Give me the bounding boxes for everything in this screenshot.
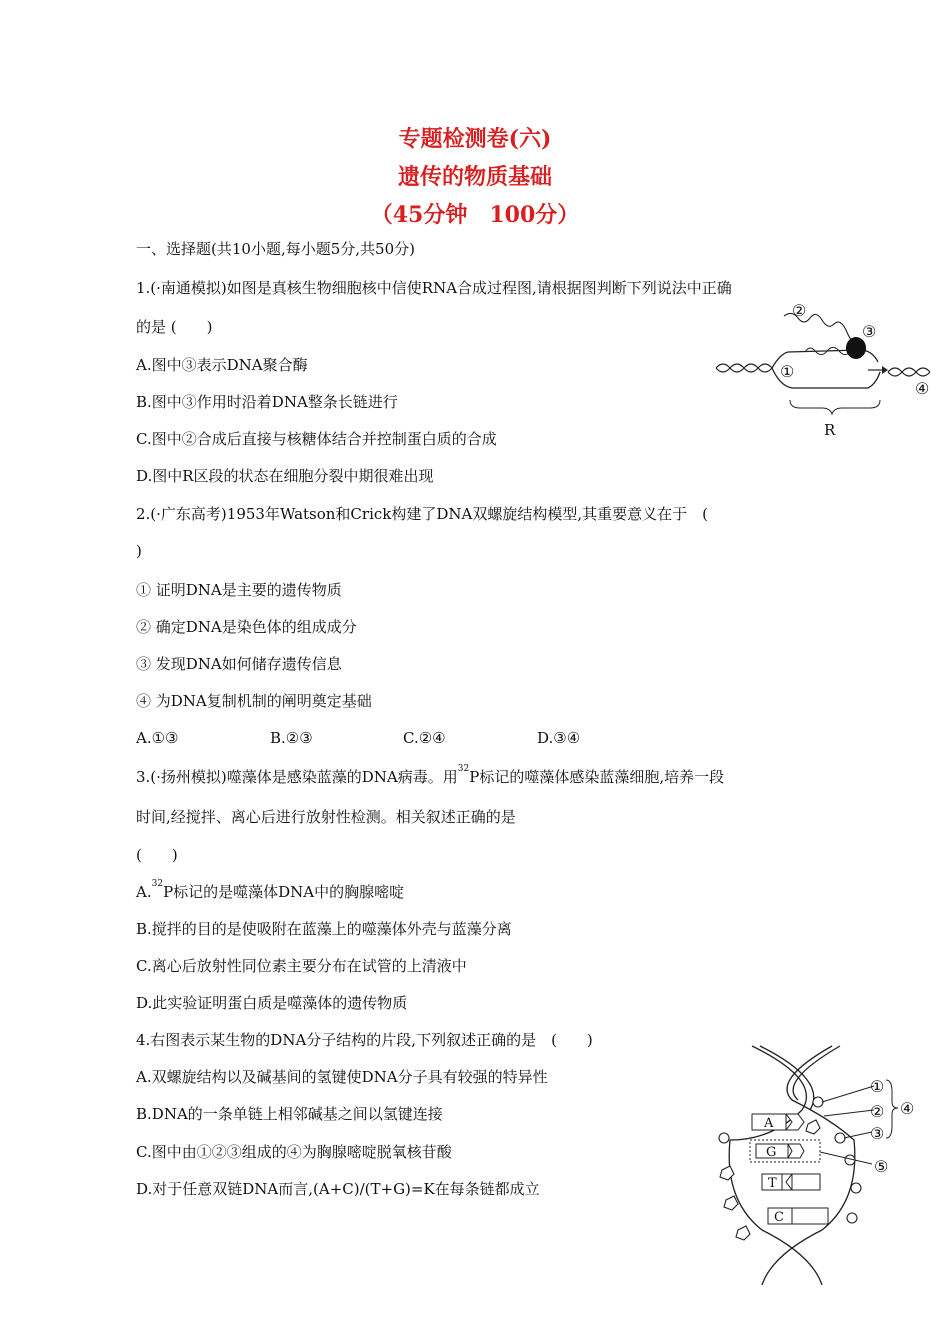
q1-stem-line1: 1.(·南通模拟)如图是真核生物细胞核中信使RNA合成过程图,请根据图判断下列说法中正确 <box>136 279 732 297</box>
exam-meta: （45分钟 100分） <box>370 202 580 228</box>
q2-option-d: D.③④ <box>537 729 581 747</box>
svg-text:G: G <box>766 1145 777 1160</box>
superscript-32: 32 <box>151 879 164 889</box>
q3-option-a: A.$^{32}$P标记的是噬藻体DNA中的胸腺嘧啶 <box>136 879 405 901</box>
q4-option-b: B.DNA的一条单链上相邻碱基之间以氢键连接 <box>136 1105 443 1123</box>
dna-structure-diagram <box>712 1040 932 1290</box>
q2-stem-line1: 2.(·广东高考)1953年Watson和Crick构建了DNA双螺旋结构模型,其重要意义在于 ( <box>136 505 708 523</box>
q2-statement-4: ④ 为DNA复制机制的阐明奠定基础 <box>136 692 372 710</box>
q2-statement-3: ③ 发现DNA如何储存遗传信息 <box>136 655 342 673</box>
section-heading: 一、选择题(共10小题,每小题5分,共50分) <box>136 240 415 258</box>
label-2: ② <box>792 301 807 320</box>
q4-stem: 4.右图表示某生物的DNA分子结构的片段,下列叙述正确的是 ( ) <box>136 1031 593 1049</box>
label-2: ② <box>870 1102 885 1121</box>
q4-option-d: D.对于任意双链DNA而言,(A+C)/(T+G)=K在每条链都成立 <box>136 1180 540 1198</box>
q3-stem-line2: 时间,经搅拌、离心后进行放射性检测。相关叙述正确的是 <box>136 808 516 826</box>
label-5: ⑤ <box>874 1157 889 1176</box>
q3-option-b: B.搅拌的目的是使吸附在蓝藻上的噬藻体外壳与蓝藻分离 <box>136 920 512 938</box>
transcription-diagram <box>710 296 940 446</box>
base-pair-a <box>752 1114 804 1130</box>
region-bracket <box>790 400 880 414</box>
label-1: ① <box>780 362 795 381</box>
q3-stem-line1: 3.(·扬州模拟)噬藻体是感染蓝藻的DNA病毒。用$^{32}$P标记的噬藻体感染蓝藻细胞,培养一段 <box>136 764 725 786</box>
svg-text:C: C <box>774 1210 784 1225</box>
svg-text:A: A <box>764 1116 774 1131</box>
q4-option-c: C.图中由①②③组成的④为胸腺嘧啶脱氧核苷酸 <box>136 1143 452 1161</box>
q3-option-d: D.此实验证明蛋白质是噬藻体的遗传物质 <box>136 994 408 1012</box>
superscript-32: 32 <box>457 764 470 774</box>
q1-stem-line2: 的是 ( ) <box>136 318 213 336</box>
label-4: ④ <box>900 1099 915 1118</box>
q2-option-a: A.①③ <box>136 729 179 747</box>
q2-option-c: C.②④ <box>403 729 446 747</box>
svg-text:T: T <box>768 1176 777 1191</box>
base-pair-g <box>756 1144 804 1158</box>
page-title: 专题检测卷(六) <box>398 126 552 152</box>
q2-statement-2: ② 确定DNA是染色体的组成成分 <box>136 618 357 636</box>
q2-stem-line2: ) <box>136 542 142 560</box>
label-4: ④ <box>915 379 930 398</box>
label-3: ③ <box>862 322 877 341</box>
region-label: R <box>824 421 836 439</box>
dna-helix-right <box>888 368 930 376</box>
q2-option-b: B.②③ <box>270 729 313 747</box>
dna-helix-left <box>716 364 772 372</box>
label-1: ① <box>870 1077 885 1096</box>
brace-4 <box>886 1080 898 1138</box>
q2-statement-1: ① 证明DNA是主要的遗传物质 <box>136 581 342 599</box>
label-3: ③ <box>870 1124 885 1143</box>
q1-option-c: C.图中②合成后直接与核糖体结合并控制蛋白质的合成 <box>136 430 497 448</box>
q3-stem-line3: ( ) <box>136 846 178 864</box>
q1-option-a: A.图中③表示DNA聚合酶 <box>136 356 308 374</box>
q1-option-d: D.图中R区段的状态在细胞分裂中期很难出现 <box>136 467 434 485</box>
q4-option-a: A.双螺旋结构以及碱基间的氢键使DNA分子具有较强的特异性 <box>136 1068 548 1086</box>
q1-option-b: B.图中③作用时沿着DNA整条长链进行 <box>136 393 398 411</box>
page-subtitle: 遗传的物质基础 <box>397 164 552 190</box>
q3-option-c: C.离心后放射性同位素主要分布在试管的上清液中 <box>136 957 467 975</box>
